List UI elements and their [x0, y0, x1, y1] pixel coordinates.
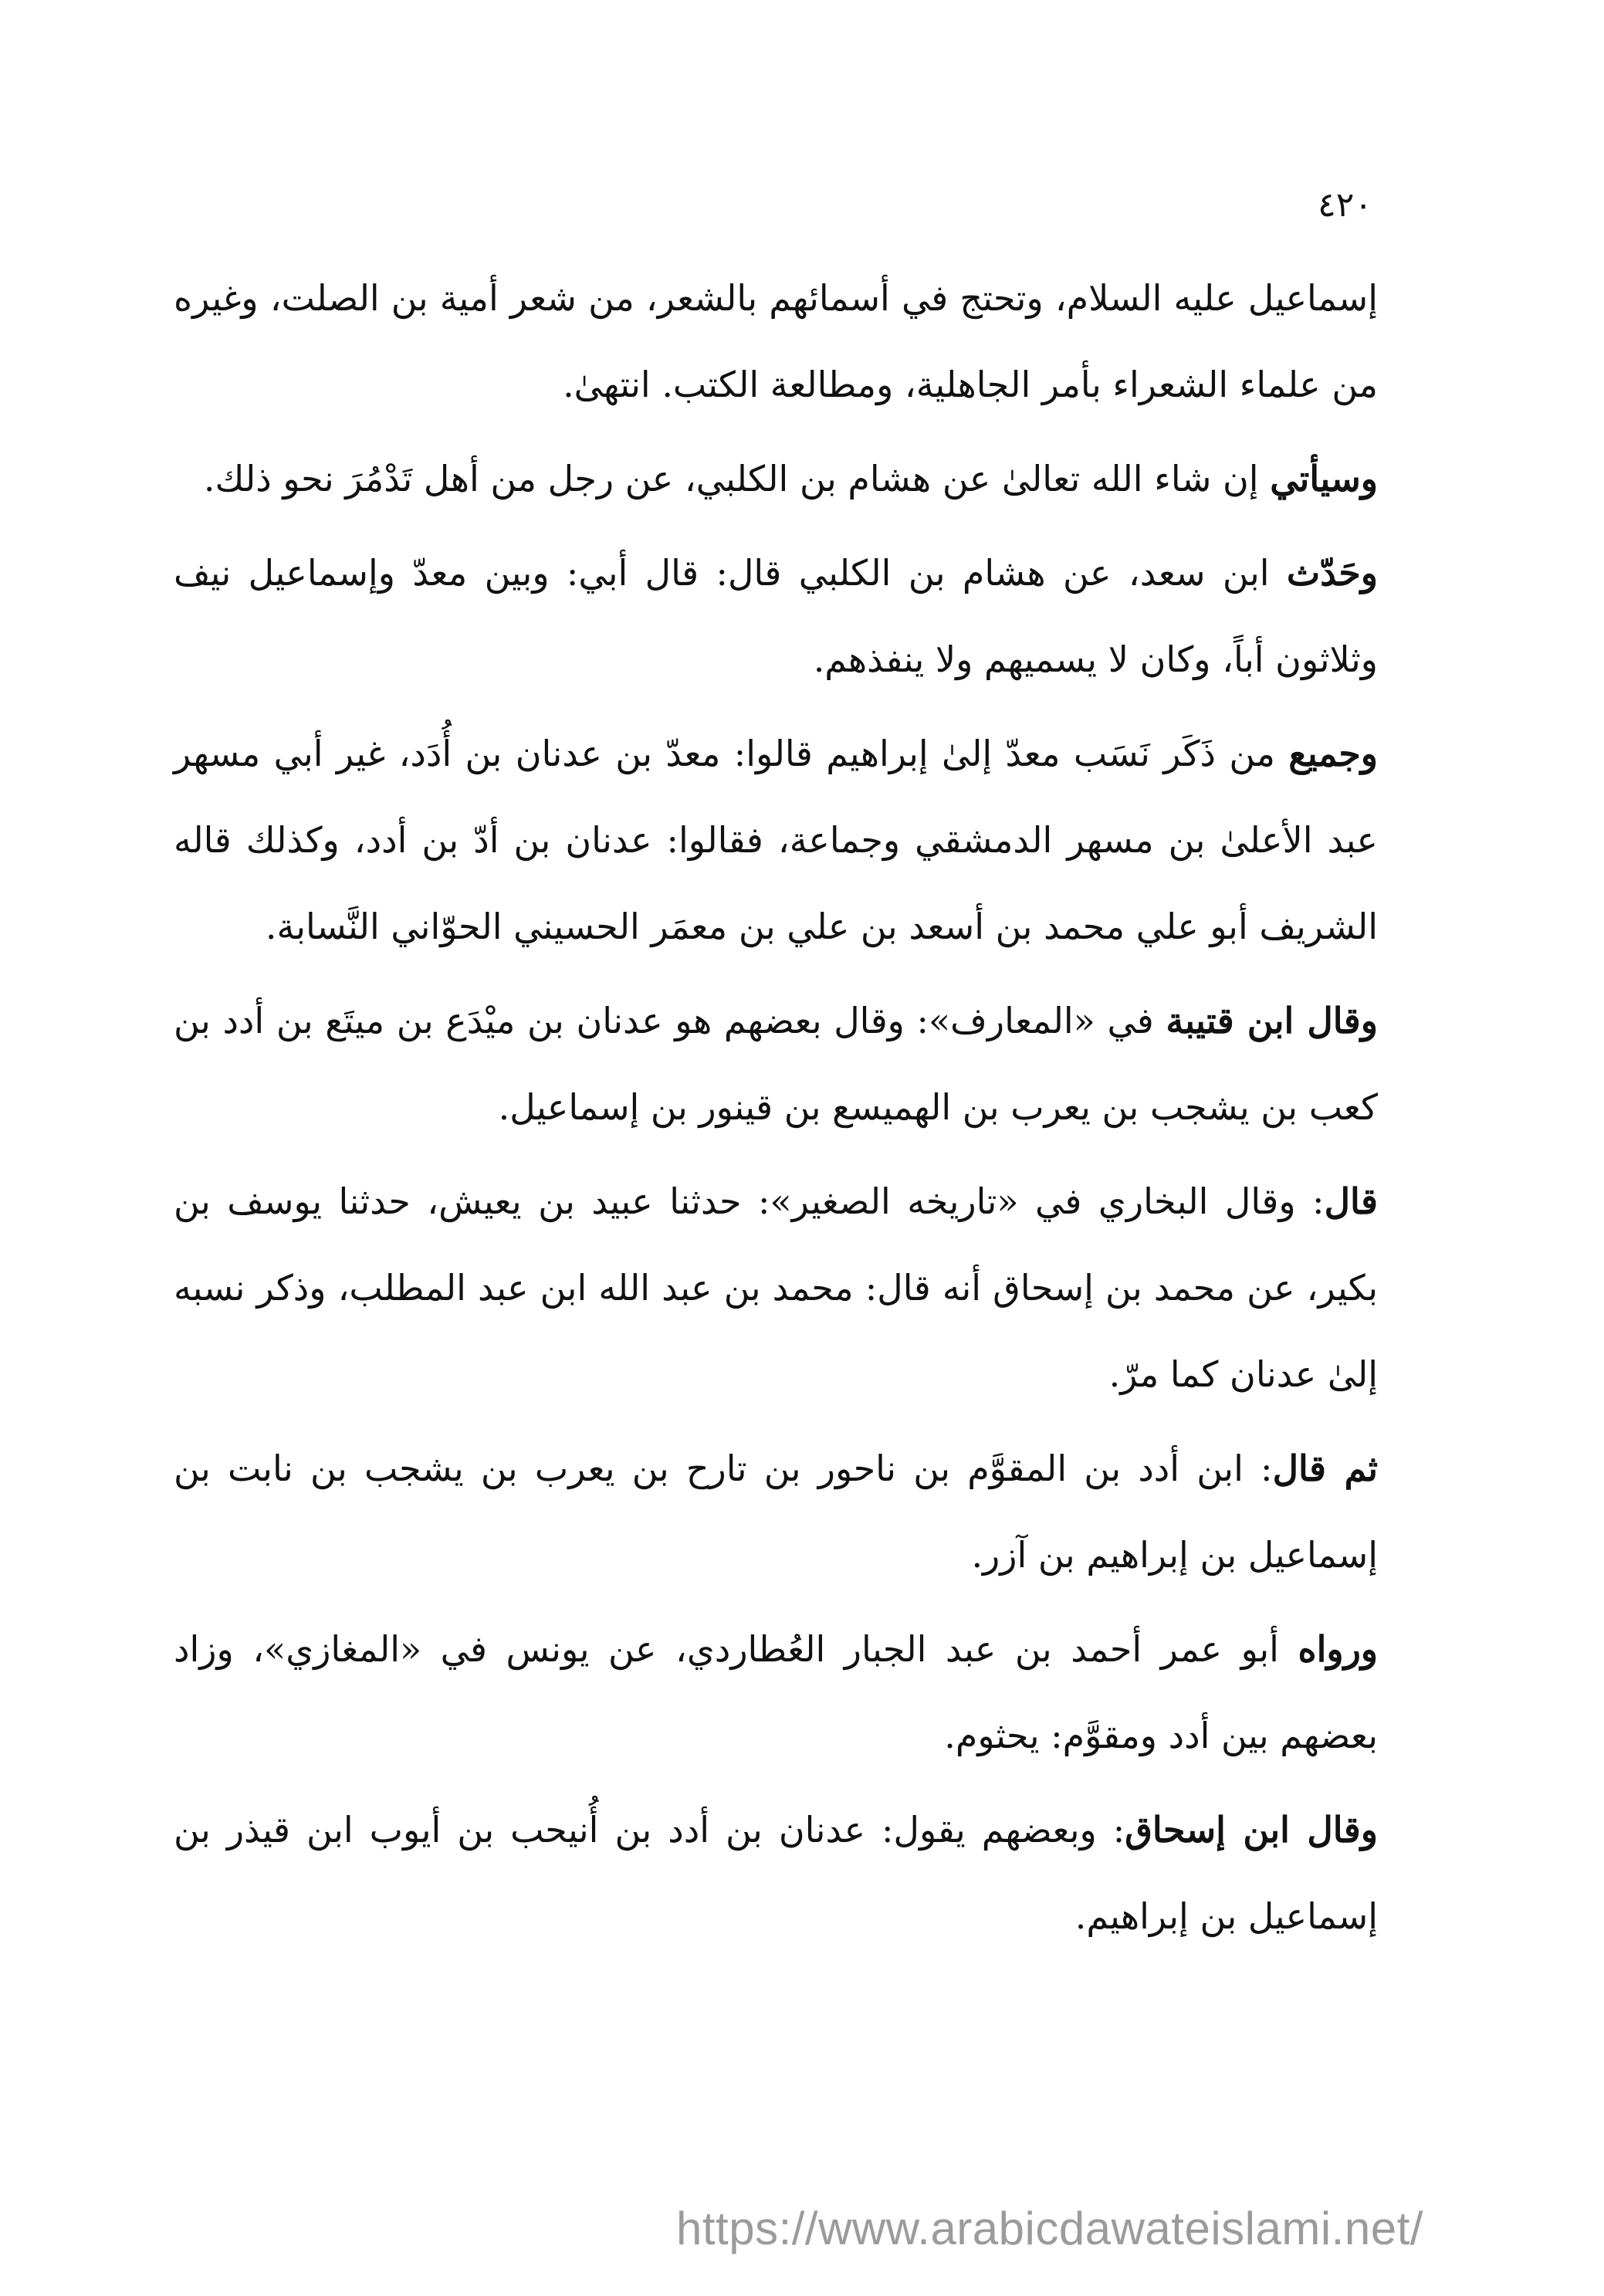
paragraph — [174, 710, 1378, 970]
paragraph-lead: وقال ابن قتيبة — [1166, 1000, 1378, 1041]
paragraph — [174, 530, 1378, 703]
paragraph — [174, 1158, 1378, 1417]
paragraph-lead: قال — [1324, 1180, 1378, 1222]
paragraph-lead: وسيأتي — [1270, 458, 1378, 499]
paragraph-lead: وحَدّث — [1286, 552, 1378, 594]
paragraph-text: : ابن أدد بن المقوَّم بن ناحور بن تارح بن يعرب بن يشجب بن نابت بن إسماعيل بن إبراهيم بن آزر. — [174, 1448, 1378, 1576]
paragraph-text: إن شاء الله تعالىٰ عن هشام بن الكلبي، عن رجل من أهل تَدْمُرَ نحو ذلك. — [203, 458, 1271, 499]
paragraph — [174, 1606, 1378, 1779]
watermark-url: https://www.arabicdawateislami.net/ — [676, 2203, 1423, 2254]
paragraph-text: إسماعيل عليه السلام، وتحتج في أسمائهم بالشعر، من شعر أمية بن الصلت، وغيره من علماء الشعراء بأمر الجاهلية، ومطالعة الكتب. انتهىٰ. — [174, 277, 1378, 405]
paragraph — [174, 1425, 1378, 1598]
paragraph-text: ابن سعد، عن هشام بن الكلبي قال: قال أبي: وبين معدّ وإسماعيل نيف وثلاثون أباً، وكان لا يسميهم ولا ينفذهم. — [174, 552, 1378, 680]
text-body — [174, 255, 1378, 1967]
paragraph — [174, 1786, 1378, 1959]
paragraph — [174, 435, 1378, 522]
paragraph-text: من ذَكَر نَسَب معدّ إلىٰ إبراهيم قالوا: معدّ بن عدنان بن أُدَد، غير أبي مسهر عبد الأعلىٰ بن مسهر الدمشقي وجماعة، فقالوا: عدنان بن أدّ بن أدد، وكذلك قاله الشريف أبو علي محمد بن أسعد بن علي بن معمَر الحسيني الحوّاني النَّسابة. — [174, 733, 1378, 947]
paragraph-text: أبو عمر أحمد بن عبد الجبار العُطاردي، عن يونس في «المغازي»، وزاد بعضهم بين أدد ومقوَّم: يحثوم. — [174, 1628, 1378, 1756]
paragraph-text: في «المعارف»: وقال بعضهم هو عدنان بن ميْدَع بن ميتَع بن أدد بن كعب بن يشجب بن يعرب بن الهميسع بن قينور بن إسماعيل. — [174, 1000, 1378, 1128]
paragraph-lead: ورواه — [1298, 1628, 1378, 1670]
paragraph-lead: وجميع — [1288, 733, 1378, 774]
paragraph — [174, 977, 1378, 1150]
paragraph-text: : وقال البخاري في «تاريخه الصغير»: حدثنا عبيد بن يعيش، حدثنا يوسف بن بكير، عن محمد بن إسحاق أنه قال: محمد بن عبد الله ابن عبد المطلب، وذكر نسبه إلىٰ عدنان كما مرّ. — [174, 1180, 1378, 1395]
paragraph-text: : وبعضهم يقول: عدنان بن أدد بن أُنيحب بن أيوب ابن قيذر بن إسماعيل بن إبراهيم. — [174, 1809, 1378, 1937]
page-number: ٤٢٠ — [1318, 185, 1372, 225]
paragraph-lead: وقال ابن إسحاق — [1125, 1809, 1378, 1851]
paragraph — [174, 255, 1378, 428]
paragraph-lead: ثم قال — [1272, 1448, 1378, 1489]
